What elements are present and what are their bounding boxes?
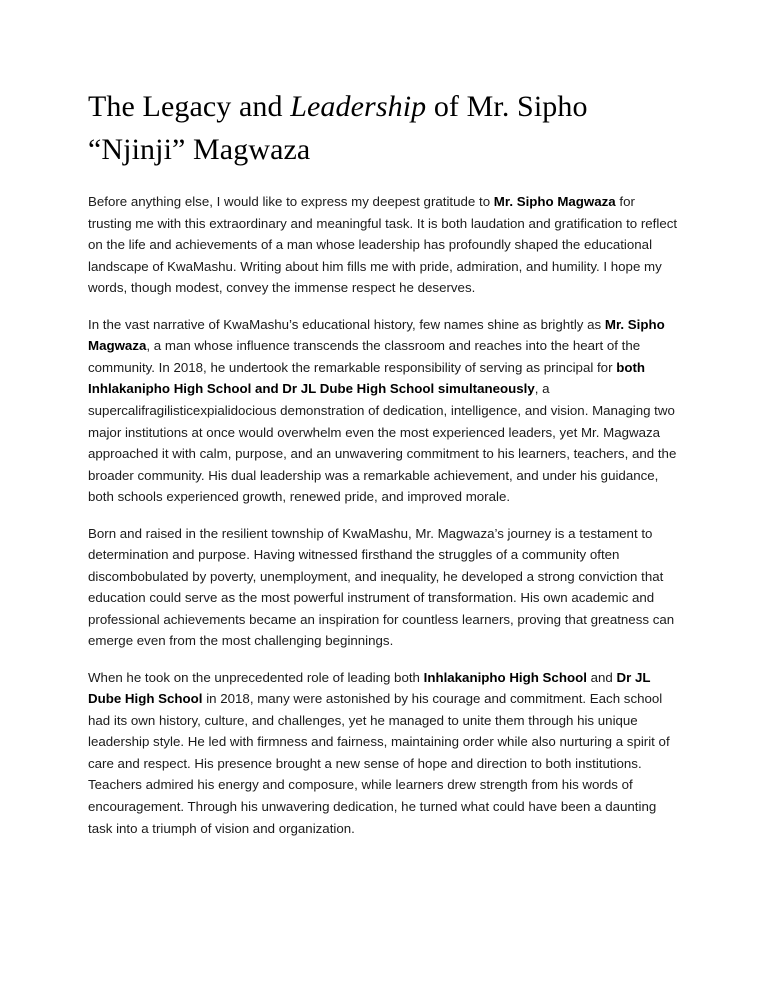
text-run: Before anything else, I would like to express my deepest gratitude to xyxy=(88,194,494,210)
text-run-bold: Mr. Sipho Magwaza xyxy=(493,194,616,210)
paragraph-origins xyxy=(88,523,680,652)
title-segment-one: The Legacy and xyxy=(88,90,291,123)
paragraph-narrative xyxy=(88,314,680,508)
text-run-bold: Mr. Sipho Magwaza xyxy=(88,316,665,354)
text-run: , a man whose influence transcends the classroom and reaches into the heart of the community. In 2018, he undertook the remarkable responsibility of serving as principal for xyxy=(88,338,641,375)
text-run-bold: both Inhlakanipho High School and Dr JL Dube High School simultaneously xyxy=(88,359,645,397)
text-run: and xyxy=(586,669,617,685)
title-segment-three: of Mr. Sipho “Njinji” Magwaza xyxy=(88,90,588,166)
paragraph-gratitude xyxy=(88,191,680,299)
text-run: In the vast narrative of KwaMashu’s educational history, few names shine as brightly as xyxy=(88,316,605,332)
page-title xyxy=(88,86,680,171)
text-run-bold: Inhlakanipho High School xyxy=(423,669,587,685)
text-run: , a supercalifragilisticexpialidocious demonstration of dedication, intelligence, and vision. Managing two major institutions at once would overwhelm even the most experienced leaders, yet Mr. Magwaza approached it with calm, purpose, and an unwavering commitment to his learners, teachers, and the broader community. His dual leadership was a remarkable achievement, and under his guidance, both schools experienced growth, renewed pride, and improved morale. xyxy=(88,381,677,505)
text-run: for trusting me with this extraordinary and meaningful task. It is both laudation and gratification to reflect on the life and achievements of a man whose leadership has profoundly shaped the educational landscape of KwaMashu. Writing about him fills me with pride, admiration, and humility. I hope my words, though modest, convey the immense respect he deserves. xyxy=(88,194,678,296)
text-run: When he took on the unprecedented role of leading both xyxy=(88,669,424,685)
title-segment-italic: Leadership xyxy=(290,90,427,123)
text-run: Born and raised in the resilient township of KwaMashu, Mr. Magwaza’s journey is a testament to determination and purpose. Having witnessed firsthand the struggles of a community often discombobulated by poverty, unemployment, and inequality, he developed a strong conviction that education could serve as the most powerful instrument of transformation. His own academic and professional achievements became an inspiration for countless learners, proving that greatness can emerge even from the most challenging beginnings. xyxy=(88,525,675,649)
paragraph-dual-leadership xyxy=(88,667,680,839)
text-run: in 2018, many were astonished by his courage and commitment. Each school had its own history, culture, and challenges, yet he managed to unite them through his unique leadership style. He led with firmness and fairness, maintaining order while also nurturing a spirit of care and respect. His presence brought a new sense of hope and direction to both institutions. Teachers admired his energy and composure, while learners drew strength from his words of encouragement. Through his unwavering dedication, he turned what could have been a daunting task into a triumph of vision and organization. xyxy=(88,691,670,836)
text-run-bold: Dr JL Dube High School xyxy=(88,669,651,707)
